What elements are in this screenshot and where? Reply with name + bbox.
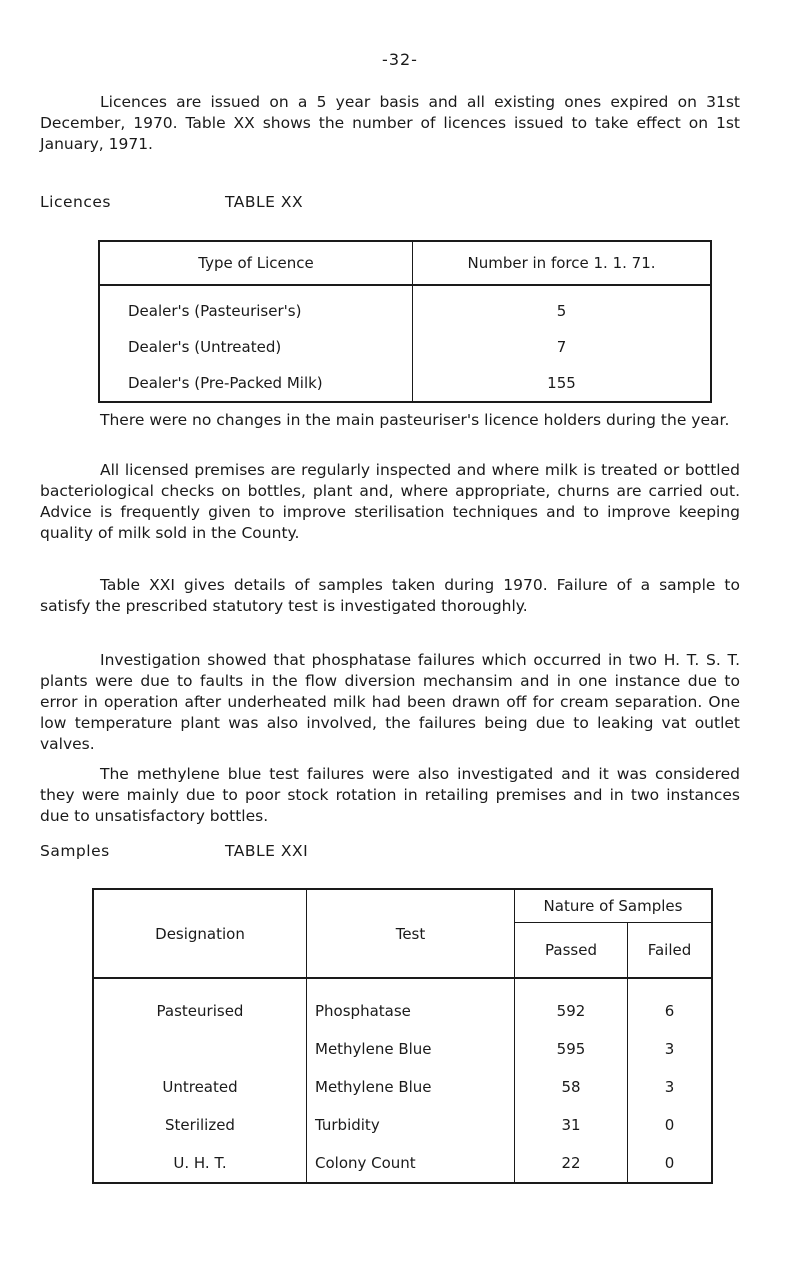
passed-cell: 31 bbox=[515, 1106, 628, 1144]
table-row bbox=[93, 1068, 712, 1106]
table-row bbox=[93, 1030, 712, 1068]
paragraph-investigation: Investigation showed that phosphatase failures which occurred in two H. T. S. T. plants were due to faults in the flow diversion mechansim and in one instance due to error in operation after underheated milk had been drawn off for cream separation. One low temperature plant was also involved, the failures being due to leaking vat outlet valves. bbox=[40, 651, 740, 753]
table-row bbox=[99, 285, 711, 329]
failed-cell: 0 bbox=[628, 1106, 713, 1144]
table-header-row bbox=[99, 241, 711, 285]
paragraph-methylene-blue: The methylene blue test failures were also investigated and it was considered they were mainly due to poor stock rotation in retailing premises and in two instances due to unsatisfactory bottles. bbox=[40, 765, 740, 825]
test-cell: Turbidity bbox=[307, 1106, 515, 1144]
licence-type-cell: Dealer's (Pasteuriser's) bbox=[99, 285, 413, 329]
designation-cell: U. H. T. bbox=[93, 1144, 307, 1183]
designation-cell: Pasteurised bbox=[93, 978, 307, 1030]
failed-cell: 3 bbox=[628, 1068, 713, 1106]
table-xx bbox=[98, 240, 712, 403]
test-cell: Phosphatase bbox=[307, 978, 515, 1030]
licence-number-cell: 155 bbox=[413, 365, 712, 402]
failed-cell: 3 bbox=[628, 1030, 713, 1068]
passed-cell: 592 bbox=[515, 978, 628, 1030]
header-failed: Failed bbox=[628, 923, 713, 979]
test-cell: Colony Count bbox=[307, 1144, 515, 1183]
designation-cell: Untreated bbox=[93, 1068, 307, 1106]
passed-cell: 58 bbox=[515, 1068, 628, 1106]
paragraph-no-changes: There were no changes in the main pasteuriser's licence holders during the year. bbox=[100, 411, 730, 429]
designation-cell bbox=[93, 1030, 307, 1068]
table-xx-label: Licences bbox=[40, 193, 111, 211]
licence-type-cell: Dealer's (Untreated) bbox=[99, 329, 413, 365]
paragraph-licences: Licences are issued on a 5 year basis and all existing ones expired on 31st December, 1970. Table XX shows the number of licences issued to take effect on 1st January, 1971. bbox=[40, 93, 740, 153]
page-number: -32- bbox=[382, 50, 418, 69]
test-cell: Methylene Blue bbox=[307, 1030, 515, 1068]
table-xxi-label: Samples bbox=[40, 842, 110, 860]
header-designation: Designation bbox=[93, 889, 307, 978]
table-xx-title: TABLE XX bbox=[225, 193, 304, 211]
licence-number-cell: 5 bbox=[413, 285, 712, 329]
paragraph-inspections: All licensed premises are regularly inspected and where milk is treated or bottled bacteriological checks on bottles, plant and, where appropriate, churns are carried out. Advice is frequently given to improve sterilisation techniques and to improve keeping quality of milk sold in the County. bbox=[40, 461, 740, 542]
table-row bbox=[93, 1106, 712, 1144]
paragraph-table-xxi-intro: Table XXI gives details of samples taken during 1970. Failure of a sample to satisfy the prescribed statutory test is investigated thoroughly. bbox=[40, 576, 740, 615]
licence-number-cell: 7 bbox=[413, 329, 712, 365]
header-test: Test bbox=[307, 889, 515, 978]
header-number-in-force: Number in force 1. 1. 71. bbox=[413, 241, 712, 285]
header-passed: Passed bbox=[515, 923, 628, 979]
failed-cell: 6 bbox=[628, 978, 713, 1030]
licence-type-cell: Dealer's (Pre-Packed Milk) bbox=[99, 365, 413, 402]
table-row bbox=[93, 1144, 712, 1183]
table-xxi-title: TABLE XXI bbox=[225, 842, 309, 860]
passed-cell: 22 bbox=[515, 1144, 628, 1183]
header-type-of-licence: Type of Licence bbox=[99, 241, 413, 285]
test-cell: Methylene Blue bbox=[307, 1068, 515, 1106]
table-header-row bbox=[93, 889, 712, 923]
failed-cell: 0 bbox=[628, 1144, 713, 1183]
header-nature-of-samples: Nature of Samples bbox=[515, 889, 713, 923]
table-row bbox=[99, 365, 711, 402]
table-row bbox=[93, 978, 712, 1030]
designation-cell: Sterilized bbox=[93, 1106, 307, 1144]
table-xxi bbox=[92, 888, 713, 1184]
table-row bbox=[99, 329, 711, 365]
passed-cell: 595 bbox=[515, 1030, 628, 1068]
